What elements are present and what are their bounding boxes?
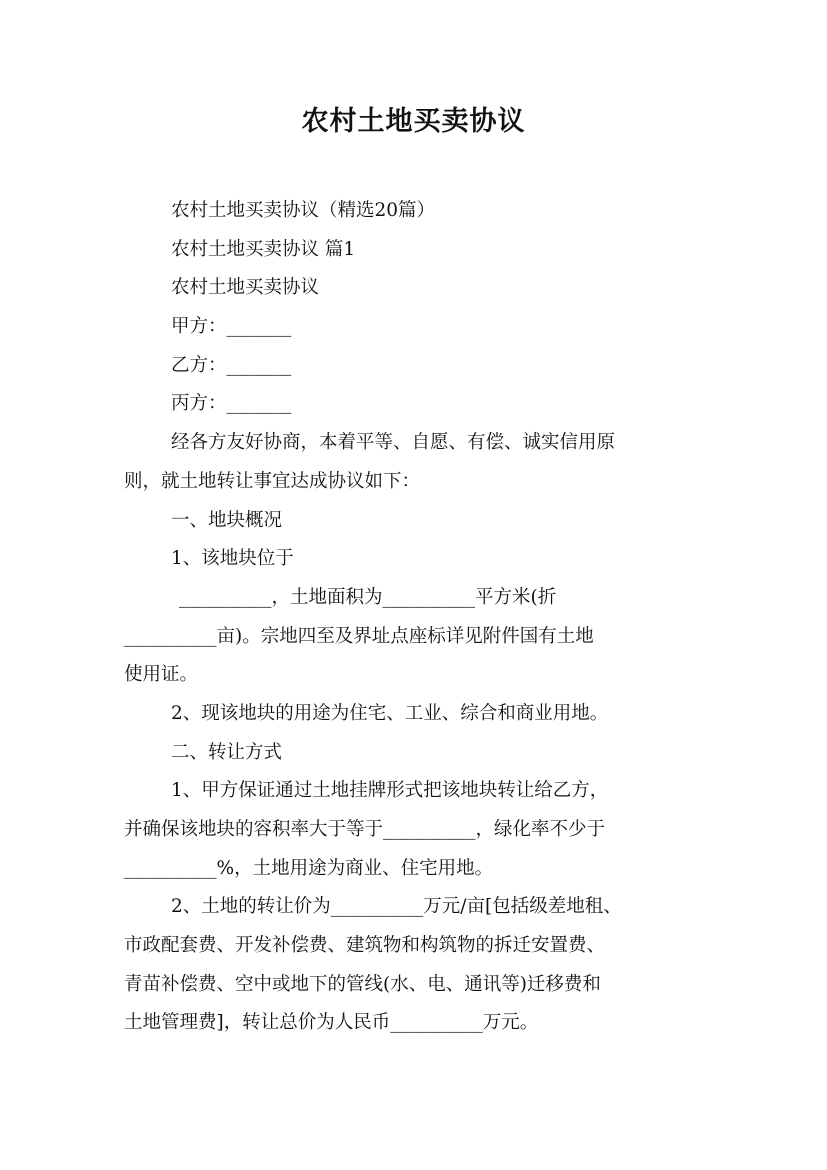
transfer-clause-1-line-1: 1、甲方保证通过土地挂牌形式把该地块转让给乙方， [171, 780, 609, 802]
transfer-clause-2-line-3: 青苗补偿费、空中或地下的管线(水、电、通讯等)迁移费和 [124, 973, 601, 995]
paragraph-intro-line-2: 则，就土地转让事宜达成协议如下： [124, 470, 421, 492]
transfer-clause-1-line-3: __________%，土地用途为商业、住宅用地。 [124, 857, 494, 879]
section-heading-transfer-method: 二、转让方式 [171, 741, 283, 763]
paragraph-agreement-name: 农村土地买卖协议 [171, 277, 320, 299]
document-body [124, 192, 704, 1043]
paragraph-chapter-heading: 农村土地买卖协议 篇1 [171, 238, 356, 260]
party-c-line: 丙方：_______ [171, 393, 292, 415]
paragraph-subtitle: 农村土地买卖协议（精选20篇） [171, 200, 436, 221]
paragraph-intro-line-1: 经各方友好协商，本着平等、自愿、有偿、诚实信用原 [171, 432, 616, 454]
party-b-line: 乙方：_______ [171, 354, 292, 376]
clause-1-boundary-line: __________亩)。宗地四至及界址点座标详见附件国有土地 [124, 625, 594, 647]
transfer-clause-1-line-2: 并确保该地块的容积率大于等于__________，绿化率不少于 [124, 819, 606, 840]
clause-2-land-use: 2、现该地块的用途为住宅、工业、综合和商业用地。 [171, 702, 609, 724]
clause-1-location: 1、该地块位于 [171, 548, 294, 570]
transfer-clause-2-line-4: 土地管理费]，转让总价为人民币__________万元。 [124, 1012, 539, 1034]
clause-1-certificate-line: 使用证。 [124, 664, 199, 686]
transfer-clause-2-line-1: 2、土地的转让价为__________万元/亩[包括级差地租、 [171, 896, 622, 918]
clause-1-area-line: __________，土地面积为__________平方米(折 [179, 586, 557, 608]
party-a-line: 甲方：_______ [171, 316, 292, 338]
document-title: 农村土地买卖协议 [301, 106, 526, 137]
transfer-clause-2-line-2: 市政配套费、开发补偿费、建筑物和构筑物的拆迁安置费、 [124, 935, 606, 957]
section-heading-land-overview: 一、地块概况 [171, 509, 283, 531]
